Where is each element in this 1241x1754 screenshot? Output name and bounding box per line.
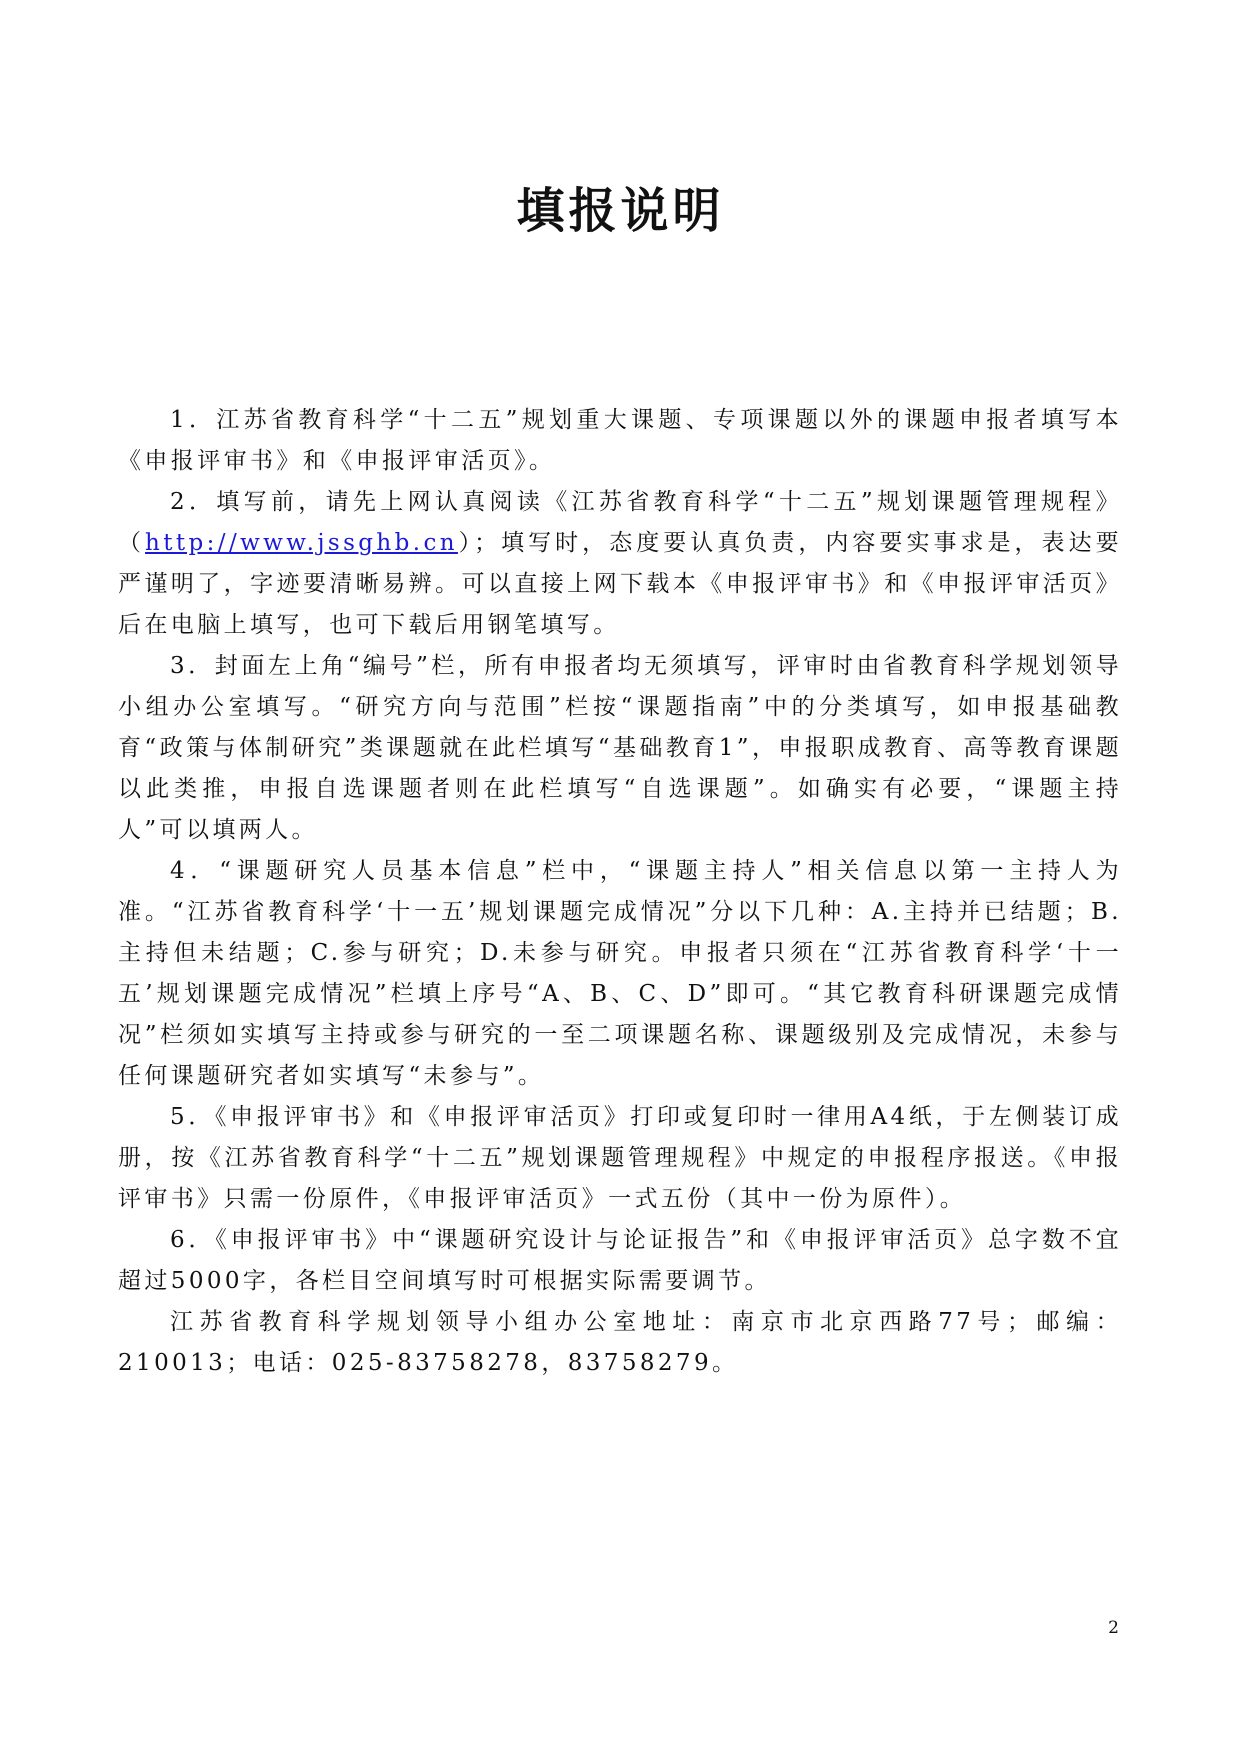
instructions-body (118, 400, 1122, 1384)
instruction-item-6: 6．《申报评审书》中“课题研究设计与论证报告”和《申报评审活页》总字数不宜超过5000字，各栏目空间填写时可根据实际需要调节。 (118, 1227, 1122, 1294)
instruction-item-2-text-end: ）；填写时，态度要认真负责，内容要实事求是，表达要严谨明了，字迹要清晰易辨。可以直接上网下载本《申报评审书》和《申报评审活页》后在电脑上填写，也可下载后用钢笔填写。 (118, 530, 1123, 638)
office-address: 江苏省教育科学规划领导小组办公室地址：南京市北京西路77号；邮编：210013；电话：025-83758278，83758279。 (118, 1309, 1122, 1376)
instruction-item-2-text-start: 2．填写前，请先上网认真阅读《江苏省教育科学“十二五”规划课题管理规程》（ (118, 489, 1122, 556)
page-title: 填报说明 (516, 183, 725, 239)
instruction-item-3: 3．封面左上角“编号”栏，所有申报者均无须填写，评审时由省教育科学规划领导小组办公室填写。“研究方向与范围”栏按“课题指南”中的分类填写，如申报基础教育“政策与体制研究”类课题就在此栏填写“基础教育1”，申报职成教育、高等教育课题以此类推，申报自选课题者则在此栏填写“自选课题”。如确实有必要，“课题主持人”可以填两人。 (118, 653, 1122, 843)
instruction-item-5: 5．《申报评审书》和《申报评审活页》打印或复印时一律用A4纸，于左侧装订成册，按《江苏省教育科学“十二五”规划课题管理规程》中规定的申报程序报送。《申报评审书》只需一份原件，《申报评审活页》一式五份（其中一份为原件）。 (118, 1104, 1122, 1212)
instruction-item-1: 1．江苏省教育科学“十二五”规划重大课题、专项课题以外的课题申报者填写本《申报评审书》和《申报评审活页》。 (118, 407, 1122, 474)
instruction-item-2 (118, 482, 1122, 646)
page-number: 2 (1108, 1618, 1119, 1638)
website-link[interactable]: http://www.jssghb.cn (145, 530, 458, 556)
instruction-item-4: 4．“课题研究人员基本信息”栏中，“课题主持人”相关信息以第一主持人为准。“江苏省教育科学‘十一五’规划课题完成情况”分以下几种：A.主持并已结题；B.主持但未结题；C.参与研究；D.未参与研究。申报者只须在“江苏省教育科学‘十一五’规划课题完成情况”栏填上序号“A、B、C、D”即可。“其它教育科研课题完成情况”栏须如实填写主持或参与研究的一至二项课题名称、课题级别及完成情况，未参与任何课题研究者如实填写“未参与”。 (118, 858, 1122, 1089)
